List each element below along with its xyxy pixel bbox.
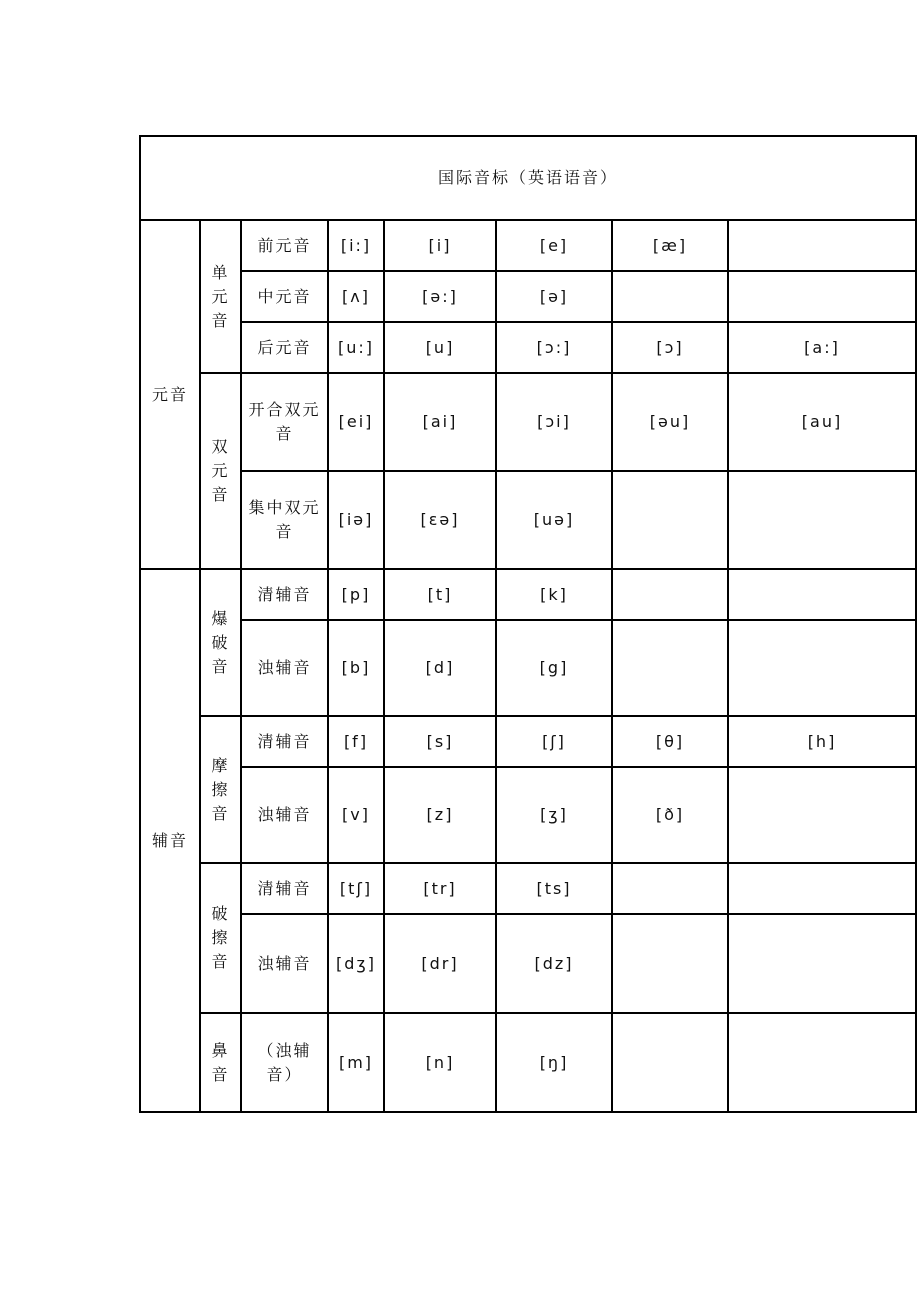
phoneme-cell: [əu] [612,373,728,471]
phoneme-cell: [uə] [496,471,612,569]
phoneme-cell: [ə:] [384,271,496,322]
subgroup-monophthong: 单元音 [200,220,241,373]
phoneme-cell: [t] [384,569,496,620]
table-title: 国际音标（英语语音） [140,136,916,220]
row-label: 后元音 [241,322,328,373]
phoneme-cell [728,863,916,914]
phoneme-cell: [u:] [328,322,384,373]
subgroup-plosive: 爆破音 [200,569,241,716]
table-row [140,220,916,271]
subgroup-nasal: 鼻音 [200,1013,241,1112]
row-label: 前元音 [241,220,328,271]
phoneme-cell: [ɔ:] [496,322,612,373]
row-label: 清辅音 [241,569,328,620]
row-label: 清辅音 [241,716,328,767]
phoneme-cell: [f] [328,716,384,767]
row-label: 开合双元音 [241,373,328,471]
phoneme-cell: [ə] [496,271,612,322]
table-row [140,1013,916,1112]
phoneme-cell: [θ] [612,716,728,767]
phoneme-cell: [u] [384,322,496,373]
phoneme-cell: [b] [328,620,384,716]
title-row [140,136,916,220]
row-label: 清辅音 [241,863,328,914]
phoneme-cell: [dʒ] [328,914,384,1013]
phoneme-cell: [ei] [328,373,384,471]
group-vowel: 元音 [140,220,200,569]
phoneme-cell: [æ] [612,220,728,271]
phoneme-cell [612,620,728,716]
phoneme-cell: [ð] [612,767,728,863]
subgroup-affricate: 破擦音 [200,863,241,1013]
phoneme-cell: [ɔi] [496,373,612,471]
phoneme-cell: [n] [384,1013,496,1112]
row-label: 浊辅音 [241,767,328,863]
row-label: （浊辅音） [241,1013,328,1112]
phoneme-cell [612,569,728,620]
phoneme-cell: [g] [496,620,612,716]
phoneme-cell: [tʃ] [328,863,384,914]
phoneme-cell: [dz] [496,914,612,1013]
table-row [140,569,916,620]
row-label: 浊辅音 [241,620,328,716]
table-row [140,716,916,767]
phoneme-cell [728,620,916,716]
row-label: 中元音 [241,271,328,322]
phoneme-cell: [iə] [328,471,384,569]
table-row [140,767,916,863]
phoneme-cell [728,1013,916,1112]
phoneme-cell: [ʒ] [496,767,612,863]
table-row [140,322,916,373]
table-row [140,373,916,471]
phoneme-cell: [d] [384,620,496,716]
phoneme-cell: [dr] [384,914,496,1013]
table-row [140,271,916,322]
ipa-table [139,135,917,1113]
phoneme-cell [728,569,916,620]
phoneme-cell: [p] [328,569,384,620]
table-row [140,914,916,1013]
phoneme-cell: [m] [328,1013,384,1112]
phoneme-cell: [i] [384,220,496,271]
phoneme-cell: [a:] [728,322,916,373]
phoneme-cell: [ɔ] [612,322,728,373]
phoneme-cell: [ɛə] [384,471,496,569]
table-row [140,863,916,914]
row-label: 浊辅音 [241,914,328,1013]
subgroup-diphthong: 双元音 [200,373,241,569]
phoneme-cell: [k] [496,569,612,620]
phoneme-cell: [i:] [328,220,384,271]
phoneme-cell: [tr] [384,863,496,914]
phoneme-cell: [ʃ] [496,716,612,767]
phoneme-cell [612,914,728,1013]
phoneme-cell [728,471,916,569]
phoneme-cell [612,271,728,322]
phoneme-cell: [z] [384,767,496,863]
row-label: 集中双元音 [241,471,328,569]
subgroup-fricative: 摩擦音 [200,716,241,863]
phoneme-cell: [au] [728,373,916,471]
phoneme-cell: [h] [728,716,916,767]
group-consonant: 辅音 [140,569,200,1112]
phoneme-cell [728,220,916,271]
phoneme-cell: [ai] [384,373,496,471]
phoneme-cell [728,271,916,322]
phoneme-cell [728,767,916,863]
phoneme-cell [612,1013,728,1112]
phoneme-cell: [e] [496,220,612,271]
phoneme-cell: [ŋ] [496,1013,612,1112]
phoneme-cell [612,471,728,569]
table-row [140,620,916,716]
phoneme-cell [612,863,728,914]
table-row [140,471,916,569]
phoneme-cell: [v] [328,767,384,863]
phoneme-cell: [ʌ] [328,271,384,322]
phoneme-cell: [ts] [496,863,612,914]
phoneme-cell: [s] [384,716,496,767]
phoneme-cell [728,914,916,1013]
